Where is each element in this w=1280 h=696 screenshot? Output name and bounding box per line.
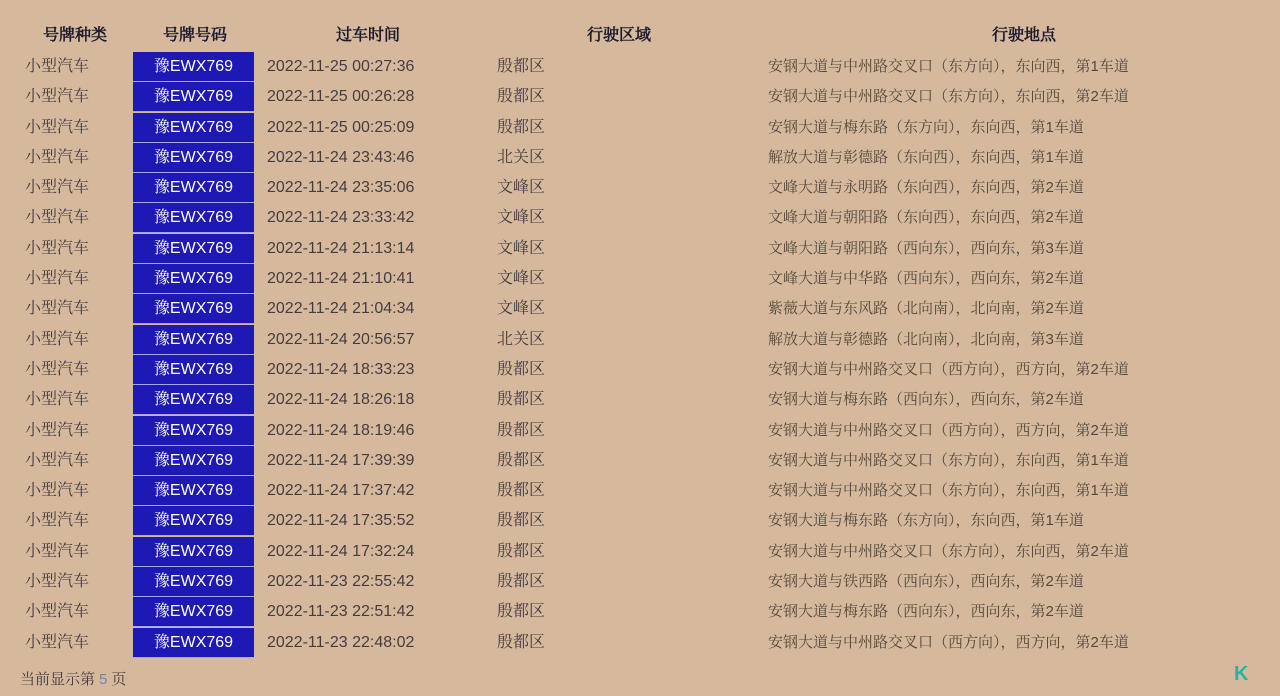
header-location: 行驶地点: [991, 27, 1057, 44]
district-cell: 殷都区: [497, 421, 546, 439]
pass-time-cell: 2022-11-25 00:26:28: [267, 88, 415, 106]
pass-time-cell: 2022-11-24 18:33:23: [267, 360, 415, 378]
location-cell: 文峰大道与中华路（西向东），西向东，第2车道: [768, 270, 1084, 288]
location-cell: 安钢大道与中州路交叉口（东方向），东向西，第2车道: [768, 542, 1129, 560]
plate-number-badge[interactable]: 豫EWX769: [133, 476, 254, 506]
table-row: [0, 203, 1280, 233]
plate-number-badge[interactable]: 豫EWX769: [133, 537, 254, 567]
table-row: [0, 567, 1280, 597]
location-cell: 文峰大道与永明路（东向西），东向西，第2车道: [768, 179, 1084, 197]
table-row: [0, 597, 1280, 627]
plate-number-badge[interactable]: 豫EWX769: [133, 628, 254, 658]
location-cell: 紫薇大道与东风路（北向南），北向南，第2车道: [768, 300, 1084, 318]
page-indicator-suffix: 页: [111, 671, 127, 688]
district-cell: 殷都区: [497, 633, 546, 651]
header-plate-type: 号牌种类: [42, 27, 108, 44]
plate-type-cell: 小型汽车: [24, 451, 89, 469]
district-cell: 殷都区: [497, 542, 546, 560]
table-row: [0, 446, 1280, 476]
plate-type-cell: 小型汽车: [24, 542, 89, 560]
plate-type-cell: 小型汽车: [24, 300, 89, 318]
district-cell: 殷都区: [497, 88, 546, 106]
pass-time-cell: 2022-11-24 21:10:41: [267, 270, 415, 288]
plate-type-cell: 小型汽车: [24, 573, 89, 591]
plate-type-cell: 小型汽车: [24, 239, 89, 257]
plate-type-cell: 小型汽车: [24, 482, 89, 500]
page-indicator-prefix: 当前显示第: [20, 671, 96, 688]
pass-time-cell: 2022-11-25 00:25:09: [267, 118, 415, 136]
district-cell: 文峰区: [497, 209, 546, 227]
location-cell: 安钢大道与铁西路（西向东），西向东，第2车道: [768, 573, 1084, 591]
page-number: 5: [99, 671, 108, 688]
location-cell: 安钢大道与梅东路（西向东），西向东，第2车道: [768, 603, 1084, 621]
location-cell: 安钢大道与梅东路（东方向），东向西，第1车道: [768, 118, 1084, 136]
header-pass-time: 过车时间: [335, 27, 401, 44]
district-cell: 北关区: [497, 148, 546, 166]
plate-number-badge[interactable]: 豫EWX769: [133, 173, 254, 203]
plate-number-badge[interactable]: 豫EWX769: [133, 597, 254, 627]
plate-type-cell: 小型汽车: [24, 58, 89, 75]
plate-number-badge[interactable]: 豫EWX769: [133, 355, 254, 385]
location-cell: 安钢大道与中州路交叉口（东方向），东向西，第1车道: [768, 451, 1129, 469]
table-row: [0, 476, 1280, 506]
location-cell: 安钢大道与梅东路（西向东），西向东，第2车道: [768, 391, 1084, 409]
pass-time-cell: 2022-11-23 22:55:42: [267, 573, 415, 591]
plate-number-badge[interactable]: 豫EWX769: [133, 567, 254, 597]
plate-number-badge[interactable]: 豫EWX769: [133, 234, 254, 264]
plate-type-cell: 小型汽车: [24, 88, 89, 106]
plate-number-badge[interactable]: 豫EWX769: [133, 294, 254, 324]
table-row: [0, 537, 1280, 567]
table-row: [0, 416, 1280, 446]
plate-type-cell: 小型汽车: [24, 209, 89, 227]
plate-type-cell: 小型汽车: [24, 391, 89, 409]
pass-time-cell: 2022-11-24 17:35:52: [267, 512, 415, 530]
district-cell: 文峰区: [497, 179, 546, 197]
table-row: [0, 325, 1280, 355]
district-cell: 殷都区: [497, 360, 546, 378]
table-row: [0, 385, 1280, 415]
location-cell: 安钢大道与中州路交叉口（西方向），西方向，第2车道: [768, 360, 1129, 378]
location-cell: 安钢大道与梅东路（东方向），东向西，第1车道: [768, 512, 1084, 530]
district-cell: 北关区: [497, 330, 546, 348]
district-cell: 殷都区: [497, 451, 546, 469]
table-row: [0, 628, 1280, 658]
pass-time-cell: 2022-11-24 18:26:18: [267, 391, 415, 409]
plate-number-badge[interactable]: 豫EWX769: [133, 446, 254, 476]
district-cell: 殷都区: [497, 573, 546, 591]
table-row: [0, 52, 1280, 82]
plate-number-badge[interactable]: 豫EWX769: [133, 113, 254, 143]
pass-time-cell: 2022-11-24 20:56:57: [267, 330, 415, 348]
district-cell: 殷都区: [497, 512, 546, 530]
table-row: [0, 82, 1280, 112]
pass-time-cell: 2022-11-24 17:39:39: [267, 451, 415, 469]
plate-number-badge[interactable]: 豫EWX769: [133, 385, 254, 415]
page-indicator: [20, 668, 126, 689]
plate-type-cell: 小型汽车: [24, 148, 89, 166]
plate-number-badge[interactable]: 豫EWX769: [133, 143, 254, 173]
pass-time-cell: 2022-11-24 23:35:06: [267, 179, 415, 197]
table-body: [0, 52, 1280, 658]
plate-type-cell: 小型汽车: [24, 360, 89, 378]
plate-type-cell: 小型汽车: [24, 633, 89, 651]
table-row: [0, 294, 1280, 324]
pass-time-cell: 2022-11-24 18:19:46: [267, 421, 415, 439]
plate-number-badge[interactable]: 豫EWX769: [133, 82, 254, 112]
location-cell: 安钢大道与中州路交叉口（东方向），东向西，第2车道: [768, 88, 1129, 106]
plate-number-badge[interactable]: 豫EWX769: [133, 506, 254, 536]
plate-type-cell: 小型汽车: [24, 512, 89, 530]
district-cell: 殷都区: [497, 482, 546, 500]
table-row: [0, 143, 1280, 173]
plate-type-cell: 小型汽车: [24, 179, 89, 197]
pass-time-cell: 2022-11-24 21:13:14: [267, 239, 415, 257]
plate-type-cell: 小型汽车: [24, 118, 89, 136]
k-logo: K: [1234, 663, 1249, 685]
plate-type-cell: 小型汽车: [24, 421, 89, 439]
location-cell: 文峰大道与朝阳路（东向西），东向西，第2车道: [768, 209, 1084, 227]
pass-time-cell: 2022-11-23 22:48:02: [267, 633, 415, 651]
district-cell: 文峰区: [497, 239, 546, 257]
district-cell: 殷都区: [497, 118, 546, 136]
district-cell: 文峰区: [497, 270, 546, 288]
table-row: [0, 173, 1280, 203]
district-cell: 文峰区: [497, 300, 546, 318]
location-cell: 安钢大道与中州路交叉口（东方向），东向西，第1车道: [768, 58, 1129, 75]
pass-time-cell: 2022-11-24 17:37:42: [267, 482, 415, 500]
pass-time-cell: 2022-11-24 17:32:24: [267, 542, 415, 560]
location-cell: 安钢大道与中州路交叉口（西方向），西方向，第2车道: [768, 633, 1129, 651]
location-cell: 解放大道与彰德路（北向南），北向南，第3车道: [768, 330, 1084, 348]
location-cell: 解放大道与彰德路（东向西），东向西，第1车道: [768, 148, 1084, 166]
plate-number-badge[interactable]: 豫EWX769: [133, 325, 254, 355]
plate-type-cell: 小型汽车: [24, 270, 89, 288]
table-row: [0, 355, 1280, 385]
plate-number-badge[interactable]: 豫EWX769: [133, 52, 254, 82]
table-row: [0, 506, 1280, 536]
table-row: [0, 264, 1280, 294]
header-plate-number: 号牌号码: [162, 27, 228, 44]
district-cell: 殷都区: [497, 391, 546, 409]
table-row: [0, 113, 1280, 143]
plate-number-badge[interactable]: 豫EWX769: [133, 416, 254, 446]
plate-type-cell: 小型汽车: [24, 330, 89, 348]
location-cell: 文峰大道与朝阳路（西向东），西向东，第3车道: [768, 239, 1084, 257]
pass-time-cell: 2022-11-24 23:33:42: [267, 209, 415, 227]
location-cell: 安钢大道与中州路交叉口（西方向），西方向，第2车道: [768, 421, 1129, 439]
plate-number-badge[interactable]: 豫EWX769: [133, 264, 254, 294]
table-row: [0, 234, 1280, 264]
district-cell: 殷都区: [497, 603, 546, 621]
district-cell: 殷都区: [497, 58, 546, 75]
location-cell: 安钢大道与中州路交叉口（东方向），东向西，第1车道: [768, 482, 1129, 500]
plate-number-badge[interactable]: 豫EWX769: [133, 203, 254, 233]
pass-time-cell: 2022-11-24 23:43:46: [267, 148, 415, 166]
header-district: 行驶区域: [586, 27, 652, 44]
pass-time-cell: 2022-11-25 00:27:36: [267, 58, 415, 75]
pass-time-cell: 2022-11-23 22:51:42: [267, 603, 415, 621]
pass-time-cell: 2022-11-24 21:04:34: [267, 300, 415, 318]
plate-type-cell: 小型汽车: [24, 603, 89, 621]
